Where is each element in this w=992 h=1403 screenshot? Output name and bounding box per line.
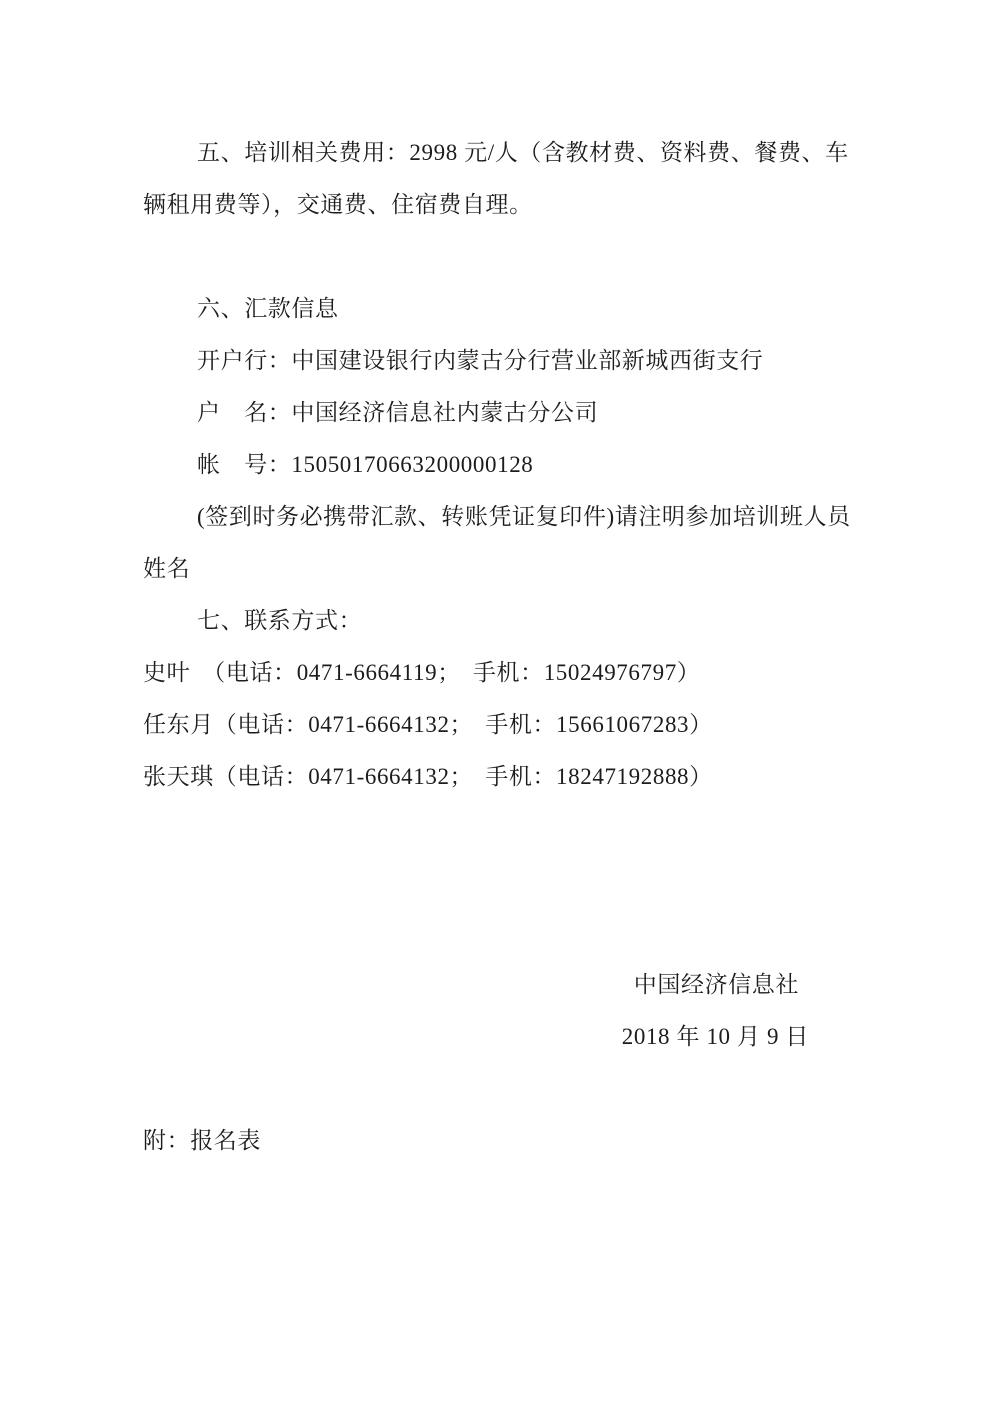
remittance-account-number-line: 帐 号：15050170663200000128 <box>197 452 534 477</box>
signature-organization: 中国经济信息社 <box>633 972 799 997</box>
blank-line <box>143 855 845 907</box>
blank-line <box>143 231 845 283</box>
contact-entry-zhang-tianqi: 张天琪（电话：0471-6664132； 手机：18247192888） <box>143 764 713 789</box>
attachment-line: 附：报名表 <box>143 1128 261 1153</box>
remittance-bank-line: 开户行：中国建设银行内蒙古分行营业部新城西街支行 <box>197 348 764 373</box>
contacts-heading: 七、联系方式： <box>197 608 363 633</box>
contact-entry-ren-dongyue: 任东月（电话：0471-6664132； 手机：15661067283） <box>143 712 713 737</box>
remittance-heading: 六、汇款信息 <box>197 296 339 321</box>
signature-date: 2018 年 10 月 9 日 <box>621 1024 809 1049</box>
remittance-account-name-line: 户 名：中国经济信息社内蒙古分公司 <box>197 400 599 425</box>
blank-line <box>143 907 845 959</box>
blank-line <box>143 1063 845 1115</box>
remittance-note-line-2: 姓名 <box>143 556 191 581</box>
contact-entry-shi-ye: 史叶 （电话：0471-6664119； 手机：15024976797） <box>143 660 701 685</box>
fees-paragraph-line-2: 辆租用费等），交通费、住宿费自理。 <box>143 192 533 217</box>
fees-paragraph-line-1: 五、培训相关费用：2998 元/人（含教材费、资料费、餐费、车 <box>197 140 849 165</box>
blank-line <box>143 803 845 855</box>
remittance-note-line-1: (签到时务必携带汇款、转账凭证复印件)请注明参加培训班人员 <box>197 504 851 529</box>
